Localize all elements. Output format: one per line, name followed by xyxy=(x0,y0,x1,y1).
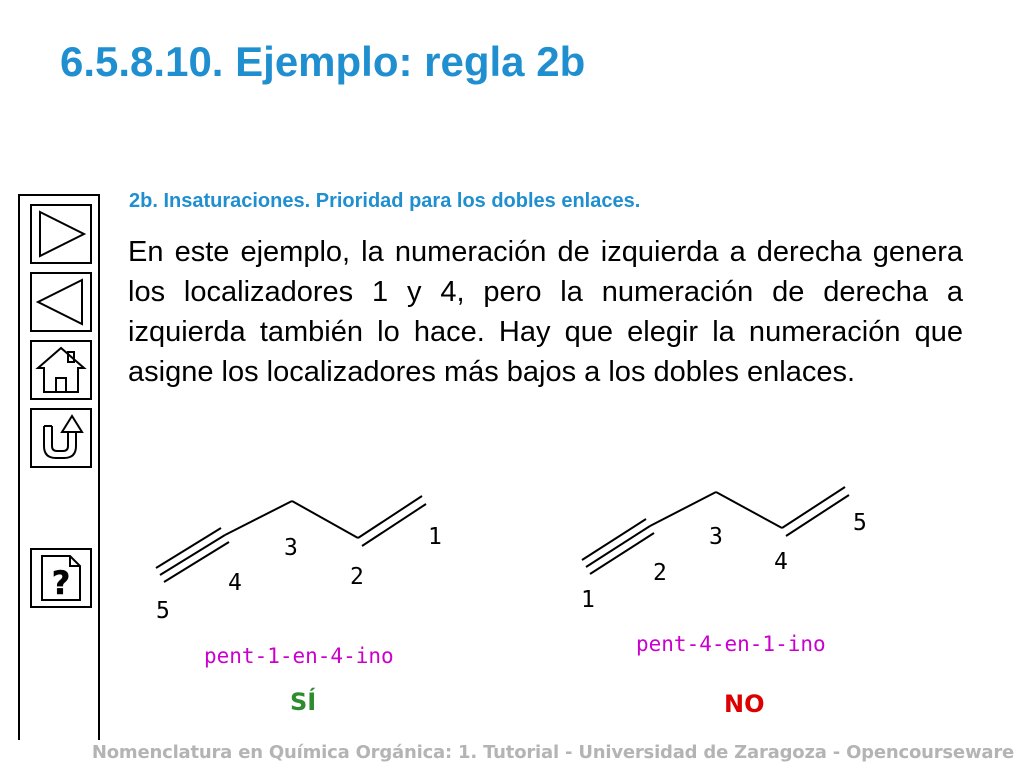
right-compound-name: pent-4-en-1-ino xyxy=(636,632,826,656)
right-verdict: NO xyxy=(724,690,765,718)
svg-text:?: ? xyxy=(51,564,71,602)
locant-3: 3 xyxy=(709,524,723,550)
slide-title: 6.5.8.10. Ejemplo: regla 2b xyxy=(60,38,586,85)
locant-1: 1 xyxy=(428,524,442,550)
locant-2: 2 xyxy=(653,560,667,586)
footer-bar xyxy=(0,740,1024,768)
left-verdict: SÍ xyxy=(290,688,317,716)
footer-credits: Nomenclatura en Química Orgánica: 1. Tutorial - Universidad de Zaragoza - Opencourseware xyxy=(91,742,1014,763)
explanation-paragraph: En este ejemplo, la numeración de izquierda a derecha genera los localizadores 1 y 4, pero la numeración de derecha a izquierda también lo hace. Hay que elegir la numeración que asigne los localizadores más bajos a los dobles enlaces. xyxy=(128,236,963,388)
left-compound-name: pent-1-en-4-ino xyxy=(204,644,394,668)
locant-5: 5 xyxy=(156,598,170,624)
locant-2: 2 xyxy=(350,564,364,590)
locant-1: 1 xyxy=(581,587,595,613)
locant-5: 5 xyxy=(853,510,867,536)
locant-3: 3 xyxy=(284,535,298,561)
locant-4: 4 xyxy=(228,570,242,596)
rule-subtitle: 2b. Insaturaciones. Prioridad para los dobles enlaces. xyxy=(129,190,641,212)
locant-4: 4 xyxy=(774,549,788,575)
